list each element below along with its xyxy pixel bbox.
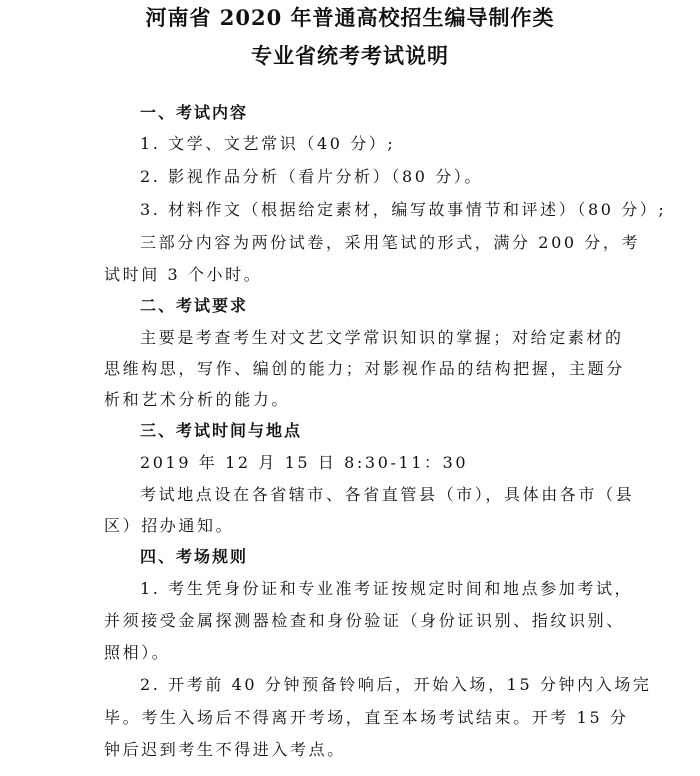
rules-line-3: 照相）。 xyxy=(104,643,171,662)
section-heading-exam-content: 一、考试内容 xyxy=(140,103,249,122)
rules-line-5: 毕。考生入场后不得离开考场，直至本场考试结束。开考 15 分 xyxy=(104,708,629,727)
section-heading-exam-requirements: 二、考试要求 xyxy=(140,296,249,315)
content-line-film-analysis: 2. 影视作品分析（看片分析）（80 分）。 xyxy=(140,167,483,186)
requirements-line-3: 析和艺术分析的能力。 xyxy=(104,390,291,409)
requirements-line-2: 思维构思，写作、编创的能力；对影视作品的结构把握，主题分 xyxy=(104,359,625,378)
rules-line-1: 1. 考生凭身份证和专业准考证按规定时间和地点参加考试， xyxy=(140,579,634,598)
rules-line-4: 2. 开考前 40 分钟预备铃响后，开始入场，15 分钟内入场完 xyxy=(140,675,652,694)
document-title-line-1: 河南省 2020 年普通高校招生编导制作类 xyxy=(145,5,555,30)
content-line-literature: 1. 文学、文艺常识（40 分）; xyxy=(140,134,396,153)
exam-location-line-2: 区）招办通知。 xyxy=(104,516,235,535)
document-title-line-2: 专业省统考考试说明 xyxy=(251,43,449,68)
content-line-format: 三部分内容为两份试卷，采用笔试的形式，满分 200 分，考 xyxy=(140,233,641,252)
content-line-essay: 3. 材料作文（根据给定素材，编写故事情节和评述）（80 分）; xyxy=(140,200,667,219)
exam-date-time: 2019 年 12 月 15 日 8:30-11：30 xyxy=(140,453,469,472)
rules-line-2: 并须接受金属探测器检查和身份验证（身份证识别、指纹识别、 xyxy=(104,611,625,630)
exam-location-line-1: 考试地点设在各省辖市、各省直管县（市），具体由各市（县 xyxy=(140,485,635,504)
section-heading-time-location: 三、考试时间与地点 xyxy=(140,421,303,440)
content-line-duration: 试时间 3 个小时。 xyxy=(104,265,263,284)
requirements-line-1: 主要是考查考生对文艺文学常识知识的掌握；对给定素材的 xyxy=(140,328,624,347)
rules-line-6: 钟后迟到考生不得进入考点。 xyxy=(104,740,346,759)
section-heading-exam-rules: 四、考场规则 xyxy=(140,547,249,566)
